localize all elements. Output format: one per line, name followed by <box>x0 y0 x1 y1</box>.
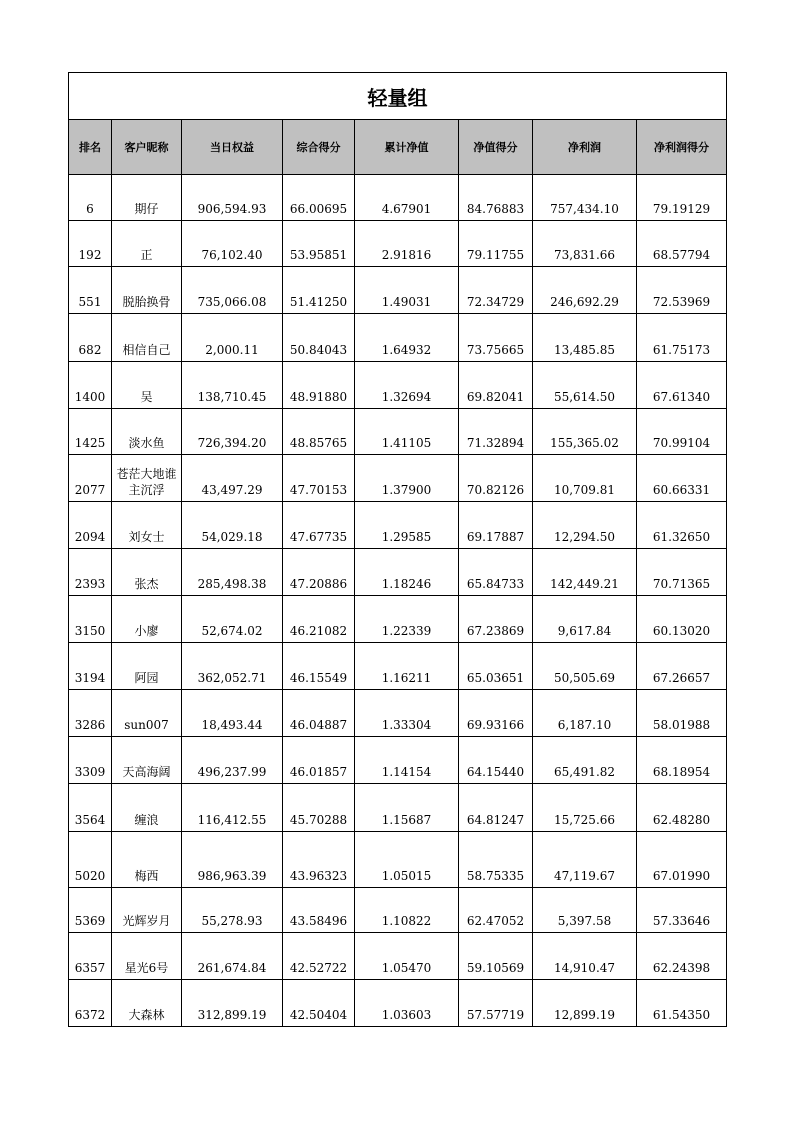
total-score-cell: 47.20886 <box>283 549 355 596</box>
equity-cell: 735,066.08 <box>182 267 283 314</box>
ranking-table <box>68 72 727 1027</box>
table-row <box>69 221 727 267</box>
equity-cell: 54,029.18 <box>182 502 283 549</box>
rank-cell: 5369 <box>69 888 112 933</box>
header-equity: 当日权益 <box>182 120 283 175</box>
total-score-cell: 50.84043 <box>283 314 355 362</box>
rank-cell: 6357 <box>69 933 112 980</box>
nickname-cell: 吴 <box>112 362 182 409</box>
net-value-cell: 1.05470 <box>355 933 459 980</box>
nickname-cell: 梅西 <box>112 832 182 888</box>
equity-cell: 43,497.29 <box>182 455 283 502</box>
equity-cell: 2,000.11 <box>182 314 283 362</box>
table-row <box>69 690 727 737</box>
net-value-score-cell: 79.11755 <box>459 221 533 267</box>
net-value-score-cell: 69.17887 <box>459 502 533 549</box>
net-value-cell: 1.10822 <box>355 888 459 933</box>
net-profit-cell: 73,831.66 <box>533 221 637 267</box>
equity-cell: 285,498.38 <box>182 549 283 596</box>
net-value-score-cell: 62.47052 <box>459 888 533 933</box>
net-profit-cell: 6,187.10 <box>533 690 637 737</box>
table-row <box>69 737 727 784</box>
net-profit-score-cell: 68.18954 <box>637 737 727 784</box>
equity-cell: 261,674.84 <box>182 933 283 980</box>
net-value-cell: 1.29585 <box>355 502 459 549</box>
net-value-score-cell: 65.03651 <box>459 643 533 690</box>
net-value-cell: 1.49031 <box>355 267 459 314</box>
rank-cell: 1425 <box>69 409 112 455</box>
net-profit-score-cell: 60.13020 <box>637 596 727 643</box>
net-value-cell: 1.33304 <box>355 690 459 737</box>
table-row <box>69 314 727 362</box>
equity-cell: 76,102.40 <box>182 221 283 267</box>
net-value-cell: 1.16211 <box>355 643 459 690</box>
total-score-cell: 47.67735 <box>283 502 355 549</box>
table-row <box>69 362 727 409</box>
net-profit-cell: 14,910.47 <box>533 933 637 980</box>
total-score-cell: 46.04887 <box>283 690 355 737</box>
total-score-cell: 46.15549 <box>283 643 355 690</box>
table-row <box>69 409 727 455</box>
net-profit-score-cell: 67.01990 <box>637 832 727 888</box>
nickname-cell: 张杰 <box>112 549 182 596</box>
net-value-score-cell: 69.82041 <box>459 362 533 409</box>
total-score-cell: 46.01857 <box>283 737 355 784</box>
net-profit-score-cell: 61.32650 <box>637 502 727 549</box>
net-profit-score-cell: 67.61340 <box>637 362 727 409</box>
header-total-score: 综合得分 <box>283 120 355 175</box>
rank-cell: 682 <box>69 314 112 362</box>
net-profit-cell: 5,397.58 <box>533 888 637 933</box>
net-profit-cell: 55,614.50 <box>533 362 637 409</box>
total-score-cell: 42.52722 <box>283 933 355 980</box>
table-row <box>69 267 727 314</box>
table-row <box>69 502 727 549</box>
table-row <box>69 832 727 888</box>
rank-cell: 192 <box>69 221 112 267</box>
table-row <box>69 888 727 933</box>
equity-cell: 52,674.02 <box>182 596 283 643</box>
total-score-cell: 53.95851 <box>283 221 355 267</box>
table-row <box>69 596 727 643</box>
equity-cell: 138,710.45 <box>182 362 283 409</box>
total-score-cell: 66.00695 <box>283 175 355 221</box>
nickname-cell: 相信自己 <box>112 314 182 362</box>
net-profit-score-cell: 67.26657 <box>637 643 727 690</box>
rank-cell: 5020 <box>69 832 112 888</box>
nickname-cell: 期仔 <box>112 175 182 221</box>
net-value-score-cell: 69.93166 <box>459 690 533 737</box>
nickname-cell: 脱胎换骨 <box>112 267 182 314</box>
total-score-cell: 45.70288 <box>283 784 355 832</box>
equity-cell: 726,394.20 <box>182 409 283 455</box>
net-profit-cell: 47,119.67 <box>533 832 637 888</box>
net-value-cell: 1.14154 <box>355 737 459 784</box>
net-profit-cell: 13,485.85 <box>533 314 637 362</box>
net-value-score-cell: 72.34729 <box>459 267 533 314</box>
net-value-score-cell: 65.84733 <box>459 549 533 596</box>
net-value-score-cell: 59.10569 <box>459 933 533 980</box>
rank-cell: 3194 <box>69 643 112 690</box>
equity-cell: 906,594.93 <box>182 175 283 221</box>
net-profit-score-cell: 60.66331 <box>637 455 727 502</box>
net-profit-score-cell: 57.33646 <box>637 888 727 933</box>
net-profit-cell: 15,725.66 <box>533 784 637 832</box>
rank-cell: 2077 <box>69 455 112 502</box>
table-row <box>69 980 727 1027</box>
header-net-profit: 净利润 <box>533 120 637 175</box>
nickname-cell: 缠浪 <box>112 784 182 832</box>
table-row <box>69 933 727 980</box>
rank-cell: 3309 <box>69 737 112 784</box>
nickname-cell: 大森林 <box>112 980 182 1027</box>
total-score-cell: 51.41250 <box>283 267 355 314</box>
header-nickname: 客户昵称 <box>112 120 182 175</box>
header-rank: 排名 <box>69 120 112 175</box>
net-profit-score-cell: 62.24398 <box>637 933 727 980</box>
table-row <box>69 175 727 221</box>
net-profit-cell: 12,294.50 <box>533 502 637 549</box>
rank-cell: 6372 <box>69 980 112 1027</box>
nickname-cell: 刘女士 <box>112 502 182 549</box>
net-value-cell: 1.32694 <box>355 362 459 409</box>
net-value-score-cell: 73.75665 <box>459 314 533 362</box>
equity-cell: 116,412.55 <box>182 784 283 832</box>
total-score-cell: 47.70153 <box>283 455 355 502</box>
rank-cell: 3564 <box>69 784 112 832</box>
net-value-score-cell: 84.76883 <box>459 175 533 221</box>
header-row <box>69 120 727 175</box>
rank-cell: 551 <box>69 267 112 314</box>
net-profit-score-cell: 62.48280 <box>637 784 727 832</box>
net-profit-cell: 50,505.69 <box>533 643 637 690</box>
net-value-cell: 1.37900 <box>355 455 459 502</box>
net-profit-cell: 12,899.19 <box>533 980 637 1027</box>
net-value-score-cell: 57.57719 <box>459 980 533 1027</box>
equity-cell: 986,963.39 <box>182 832 283 888</box>
rank-cell: 3150 <box>69 596 112 643</box>
net-profit-score-cell: 61.54350 <box>637 980 727 1027</box>
net-profit-score-cell: 72.53969 <box>637 267 727 314</box>
net-profit-cell: 155,365.02 <box>533 409 637 455</box>
nickname-cell: sun007 <box>112 690 182 737</box>
net-profit-cell: 10,709.81 <box>533 455 637 502</box>
net-profit-cell: 246,692.29 <box>533 267 637 314</box>
net-profit-score-cell: 79.19129 <box>637 175 727 221</box>
table-body <box>69 175 727 1027</box>
net-value-cell: 1.15687 <box>355 784 459 832</box>
total-score-cell: 48.91880 <box>283 362 355 409</box>
total-score-cell: 42.50404 <box>283 980 355 1027</box>
equity-cell: 55,278.93 <box>182 888 283 933</box>
table-row <box>69 784 727 832</box>
net-profit-score-cell: 58.01988 <box>637 690 727 737</box>
equity-cell: 496,237.99 <box>182 737 283 784</box>
nickname-cell: 苍茫大地谁主沉浮 <box>112 455 182 502</box>
rank-cell: 3286 <box>69 690 112 737</box>
equity-cell: 312,899.19 <box>182 980 283 1027</box>
nickname-cell: 小廖 <box>112 596 182 643</box>
nickname-cell: 阿园 <box>112 643 182 690</box>
net-profit-cell: 142,449.21 <box>533 549 637 596</box>
net-value-score-cell: 64.15440 <box>459 737 533 784</box>
header-net-value: 累计净值 <box>355 120 459 175</box>
header-net-profit-score: 净利润得分 <box>637 120 727 175</box>
net-value-score-cell: 70.82126 <box>459 455 533 502</box>
net-value-score-cell: 71.32894 <box>459 409 533 455</box>
net-profit-cell: 9,617.84 <box>533 596 637 643</box>
net-profit-score-cell: 70.99104 <box>637 409 727 455</box>
net-value-cell: 1.22339 <box>355 596 459 643</box>
total-score-cell: 43.96323 <box>283 832 355 888</box>
table-row <box>69 643 727 690</box>
net-value-score-cell: 64.81247 <box>459 784 533 832</box>
net-profit-score-cell: 68.57794 <box>637 221 727 267</box>
table-row <box>69 455 727 502</box>
net-profit-cell: 757,434.10 <box>533 175 637 221</box>
rank-cell: 6 <box>69 175 112 221</box>
net-profit-score-cell: 61.75173 <box>637 314 727 362</box>
rank-cell: 2094 <box>69 502 112 549</box>
net-value-cell: 1.03603 <box>355 980 459 1027</box>
rank-cell: 2393 <box>69 549 112 596</box>
net-value-score-cell: 67.23869 <box>459 596 533 643</box>
nickname-cell: 淡水鱼 <box>112 409 182 455</box>
net-value-cell: 1.41105 <box>355 409 459 455</box>
header-net-value-score: 净值得分 <box>459 120 533 175</box>
net-value-cell: 1.05015 <box>355 832 459 888</box>
net-profit-cell: 65,491.82 <box>533 737 637 784</box>
net-value-cell: 2.91816 <box>355 221 459 267</box>
nickname-cell: 天高海阔 <box>112 737 182 784</box>
net-profit-score-cell: 70.71365 <box>637 549 727 596</box>
net-value-cell: 4.67901 <box>355 175 459 221</box>
nickname-cell: 光辉岁月 <box>112 888 182 933</box>
total-score-cell: 46.21082 <box>283 596 355 643</box>
net-value-score-cell: 58.75335 <box>459 832 533 888</box>
nickname-cell: 星光6号 <box>112 933 182 980</box>
table-title: 轻量组 <box>69 73 727 120</box>
total-score-cell: 43.58496 <box>283 888 355 933</box>
nickname-cell: 正 <box>112 221 182 267</box>
table-row <box>69 549 727 596</box>
rank-cell: 1400 <box>69 362 112 409</box>
equity-cell: 362,052.71 <box>182 643 283 690</box>
net-value-cell: 1.18246 <box>355 549 459 596</box>
equity-cell: 18,493.44 <box>182 690 283 737</box>
net-value-cell: 1.64932 <box>355 314 459 362</box>
total-score-cell: 48.85765 <box>283 409 355 455</box>
